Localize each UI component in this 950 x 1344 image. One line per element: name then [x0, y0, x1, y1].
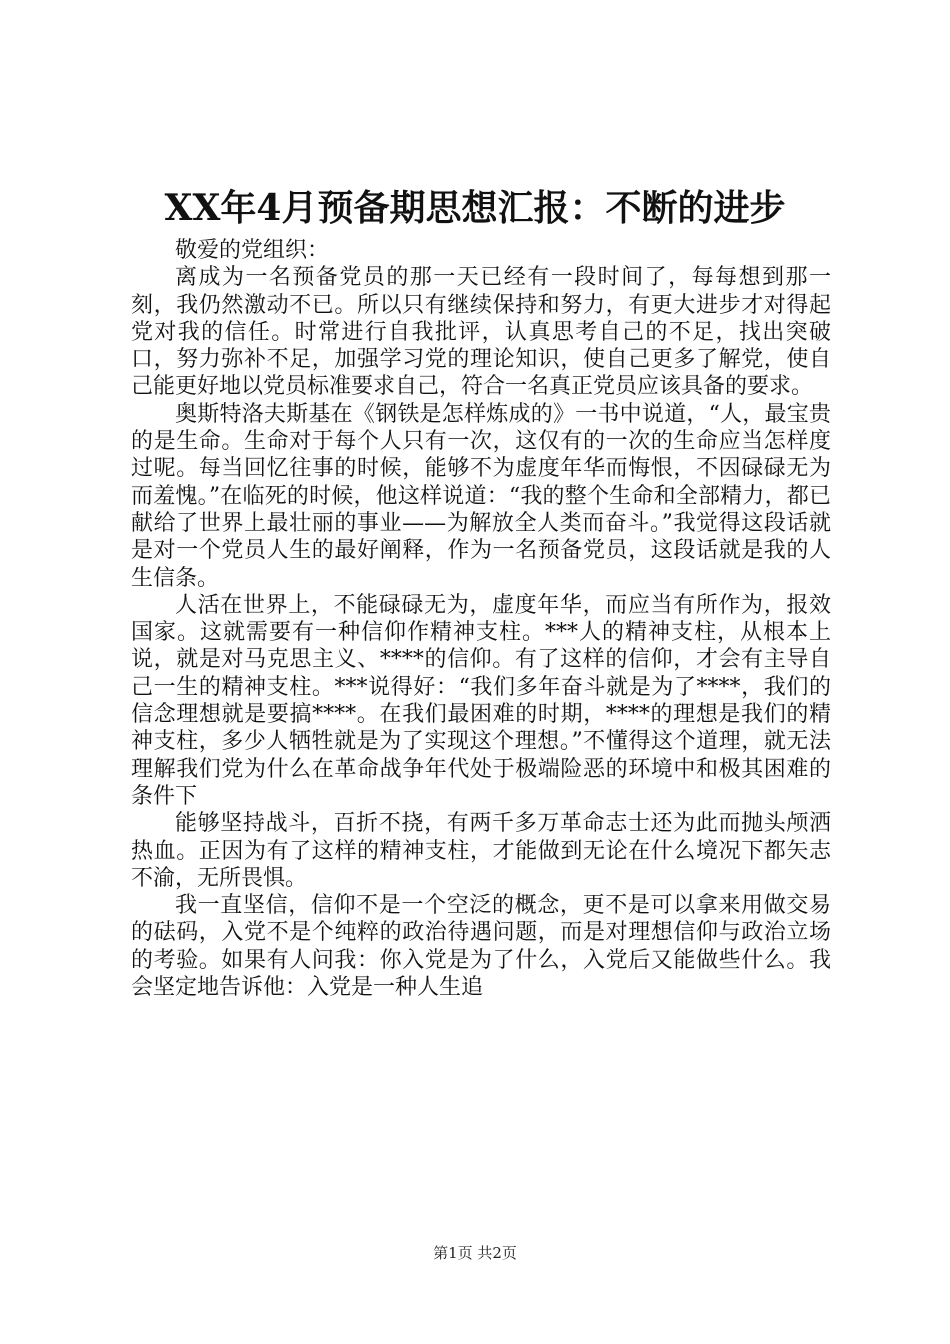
- salutation: 敬爱的党组织：: [175, 238, 330, 263]
- page-indicator: 第1页 共2页: [433, 1244, 517, 1262]
- paragraph-1: 离成为一名预备党员的那一天已经有一段时间了，每每想到那一刻，我仍然激动不已。所以只有继续保持和努力，有更大进步才对得起党对我的信任。时常进行自我批评，认真思考自己的不足，找出突破口，努力弥补不足，加强学习党的理论知识，使自己更多了解党，使自己能更好地以党员标准要求自己，符合一名真正党员应该具备的要求。: [131, 265, 831, 400]
- paragraph-5: 我一直坚信，信仰不是一个空泛的概念，更不是可以拿来用做交易的砝码，入党不是个纯粹的政治待遇问题，而是对理想信仰与政治立场的考验。如果有人问我：你入党是为了什么，入党后又能做些什么。我会坚定地告诉他：入党是一种人生追: [131, 893, 831, 1001]
- paragraph-3: 人活在世界上，不能碌碌无为，虚度年华，而应当有所作为，报效国家。这就需要有一种信仰作精神支柱。***人的精神支柱，从根本上说，就是对马克思主义、****的信仰。有了这样的信仰，才会有主导自己一生的精神支柱。***说得好：“我们多年奋斗就是为了****，我们的信念理想就是要搞****。在我们最困难的时期，****的理想是我们的精神支柱，多少人牺牲就是为了实现这个理想。”不懂得这个道理，就无法理解我们党为什么在革命战争年代处于极端险恶的环境中和极其困难的条件下: [131, 592, 831, 809]
- document-title: XX年4月预备期思想汇报：不断的进步: [164, 187, 786, 229]
- document-body: [131, 237, 831, 1001]
- paragraph-4: 能够坚持战斗，百折不挠，有两千多万革命志士还为此而抛头颅洒热血。正因为有了这样的精神支柱，才能做到无论在什么境况下都矢志不渝，无所畏惧。: [131, 811, 831, 891]
- paragraph-2: 奥斯特洛夫斯基在《钢铁是怎样炼成的》一书中说道，“人，最宝贵的是生命。生命对于每个人只有一次，这仅有的一次的生命应当怎样度过呢。每当回忆往事的时候，能够不为虚度年华而悔恨，不因碌碌无为而羞愧。”在临死的时候，他这样说道：“我的整个生命和全部精力，都已献给了世界上最壮丽的事业——为解放全人类而奋斗。”我觉得这段话就是对一个党员人生的最好阐释，作为一名预备党员，这段话就是我的人生信条。: [131, 401, 831, 591]
